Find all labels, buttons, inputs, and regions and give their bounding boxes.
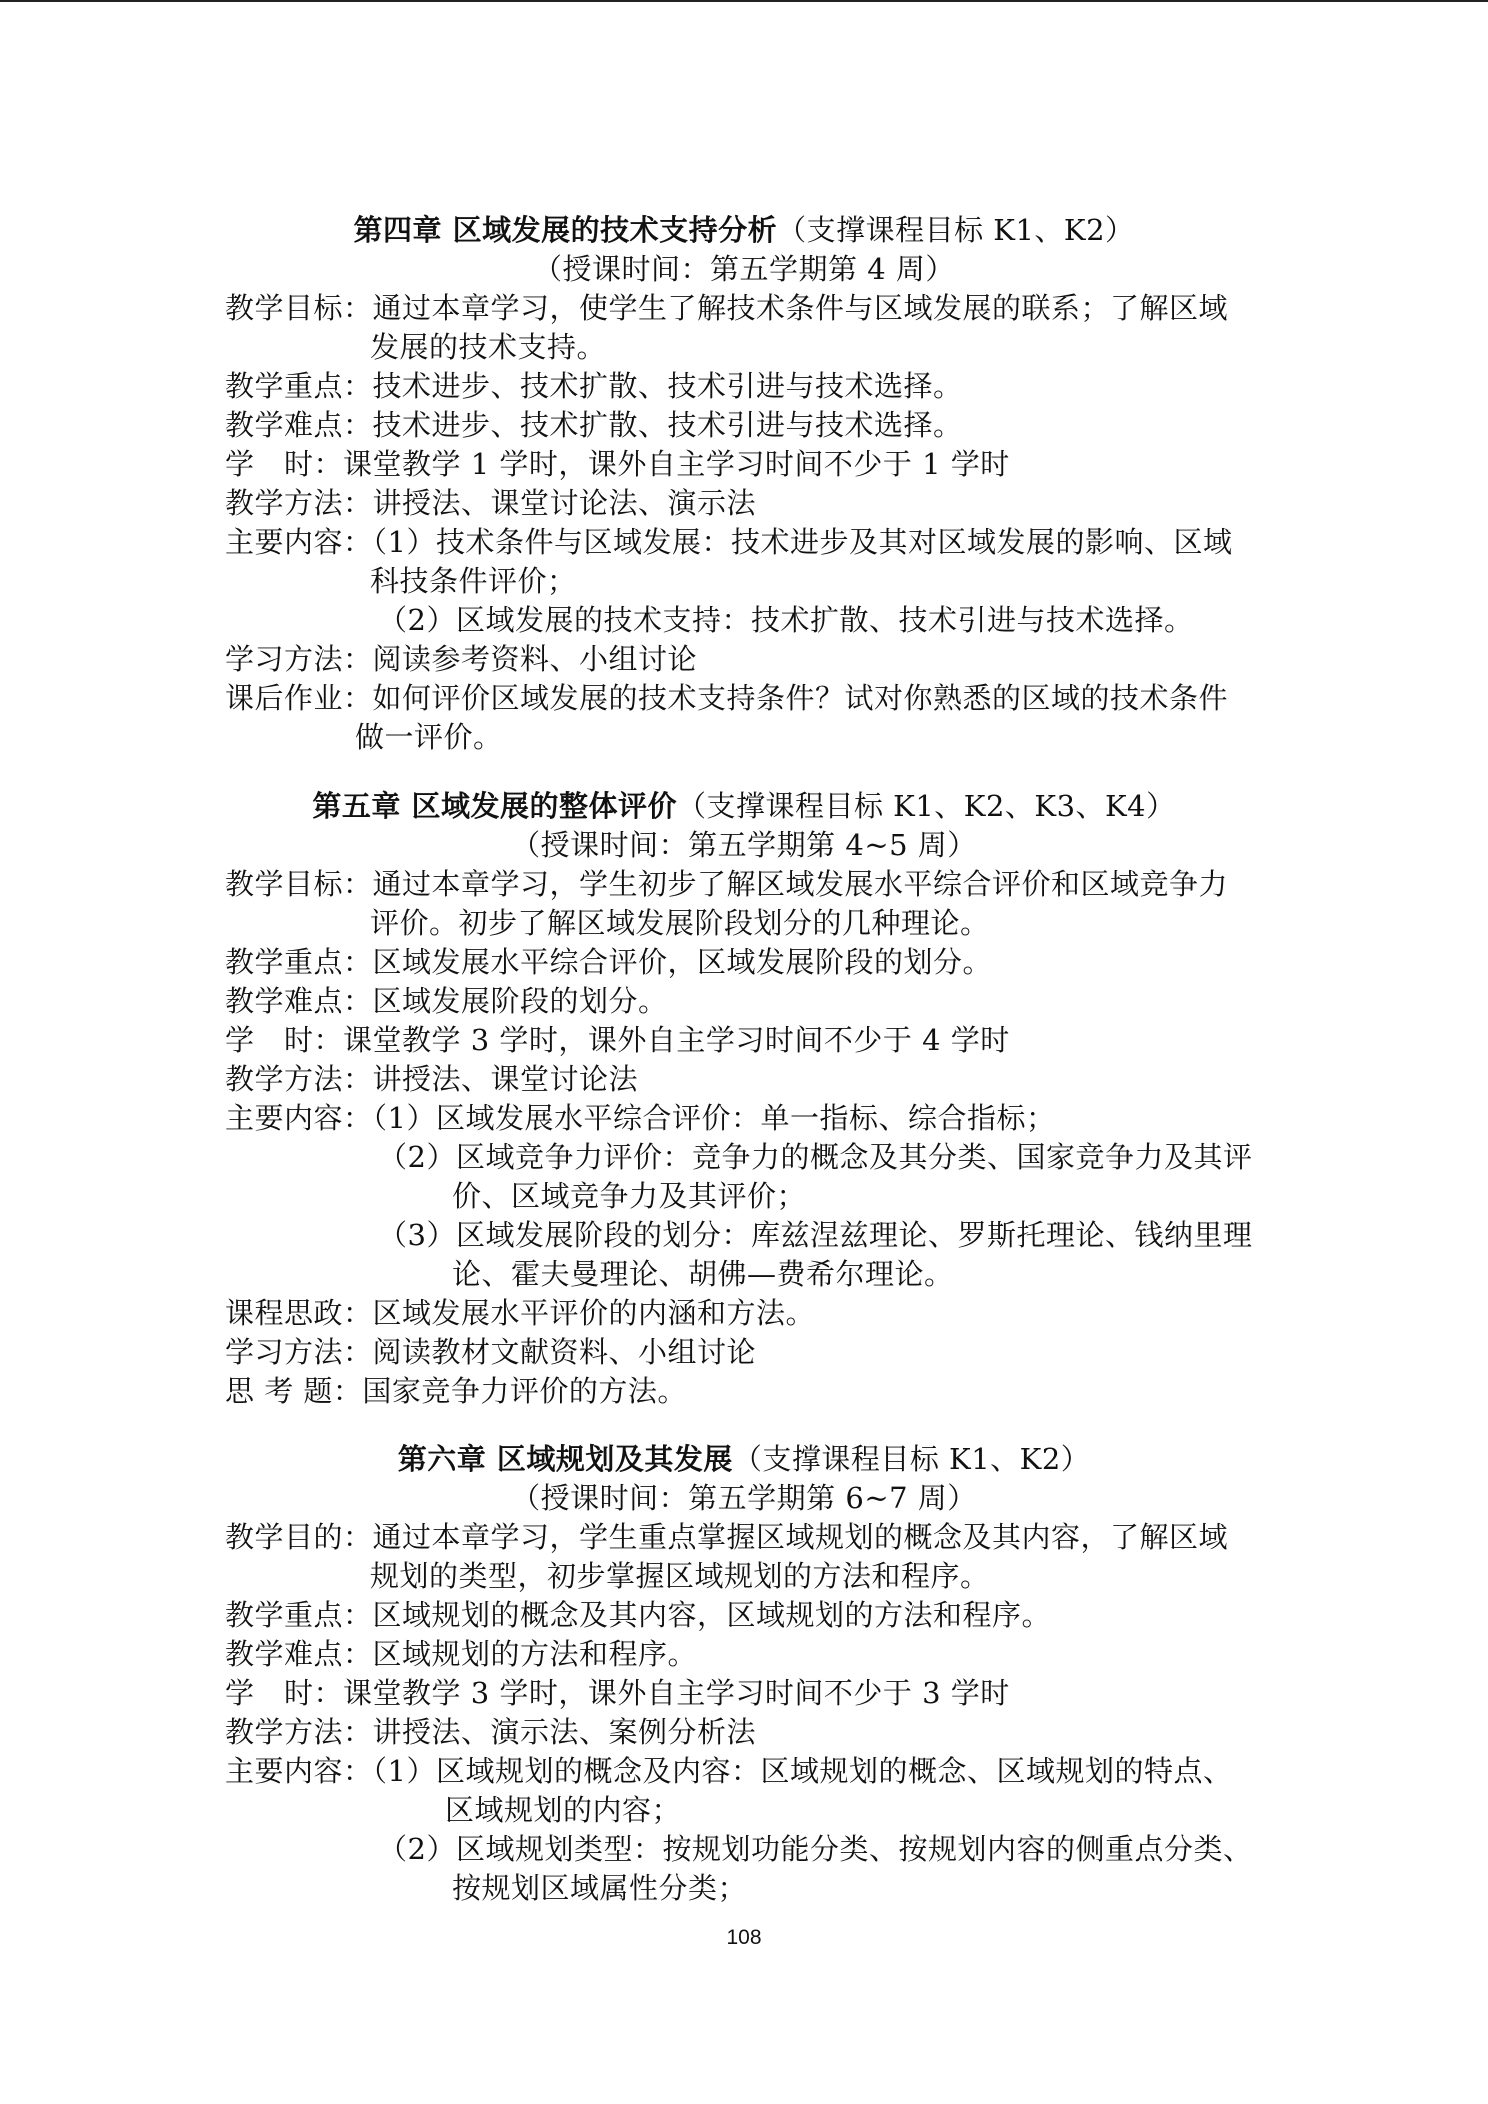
body-line: 发展的技术支持。	[370, 330, 607, 364]
body-line: 价、区域竞争力及其评价；	[452, 1179, 807, 1213]
chapter-title: 第六章 区域规划及其发展	[397, 1442, 733, 1476]
body-line: 教学重点：区域规划的概念及其内容，区域规划的方法和程序。	[225, 1598, 1052, 1632]
body-line: 教学难点：区域发展阶段的划分。	[225, 984, 668, 1018]
body-line: 教学方法：讲授法、课堂讨论法、演示法	[225, 486, 757, 520]
body-line: 做一评价。	[355, 720, 503, 754]
body-line: 教学重点：区域发展水平综合评价，区域发展阶段的划分。	[225, 945, 993, 979]
body-line: 教学目的：通过本章学习，学生重点掌握区域规划的概念及其内容，了解区域	[225, 1520, 1229, 1554]
body-line: 学 时：课堂教学 1 学时，课外自主学习时间不少于 1 学时	[225, 447, 1010, 481]
body-line: 课程思政：区域发展水平评价的内涵和方法。	[225, 1296, 816, 1330]
body-line: 论、霍夫曼理论、胡佛—费希尔理论。	[452, 1257, 954, 1291]
body-line: 学 时：课堂教学 3 学时，课外自主学习时间不少于 4 学时	[225, 1023, 1010, 1057]
chapter-time: （授课时间：第五学期第 4~5 周）	[511, 828, 977, 862]
body-line: （3）区域发展阶段的划分：库兹涅兹理论、罗斯托理论、钱纳里理	[378, 1218, 1253, 1252]
body-line: 评价。初步了解区域发展阶段划分的几种理论。	[370, 906, 990, 940]
body-line: 学习方法：阅读参考资料、小组讨论	[225, 642, 698, 676]
body-line: 主要内容：（1）区域规划的概念及内容：区域规划的概念、区域规划的特点、	[225, 1754, 1233, 1788]
body-line: 教学难点：区域规划的方法和程序。	[225, 1637, 698, 1671]
body-line: 教学目标：通过本章学习，学生初步了解区域发展水平综合评价和区域竞争力	[225, 867, 1229, 901]
body-line: 规划的类型，初步掌握区域规划的方法和程序。	[370, 1559, 990, 1593]
body-line: 教学难点：技术进步、技术扩散、技术引进与技术选择。	[225, 408, 963, 442]
body-line: 科技条件评价；	[370, 564, 577, 598]
body-line: 区域规划的内容；	[445, 1793, 682, 1827]
body-line: 按规划区域属性分类；	[452, 1871, 748, 1905]
body-line: 教学重点：技术进步、技术扩散、技术引进与技术选择。	[225, 369, 963, 403]
chapter-heading	[0, 788, 1488, 824]
chapter-time: （授课时间：第五学期第 4 周）	[533, 252, 955, 286]
body-line: 主要内容：（1）区域发展水平综合评价：单一指标、综合指标；	[225, 1101, 1056, 1135]
chapter-support: （支撑课程目标 K1、K2）	[732, 1442, 1091, 1476]
body-line: 学 时：课堂教学 3 学时，课外自主学习时间不少于 3 学时	[225, 1676, 1010, 1710]
chapter-heading	[0, 212, 1488, 248]
body-line: 教学目标：通过本章学习，使学生了解技术条件与区域发展的联系；了解区域	[225, 291, 1229, 325]
chapter-support: （支撑课程目标 K1、K2、K3、K4）	[676, 789, 1176, 823]
body-line: 教学方法：讲授法、演示法、案例分析法	[225, 1715, 757, 1749]
chapter-title: 第五章 区域发展的整体评价	[312, 789, 677, 823]
body-line: 教学方法：讲授法、课堂讨论法	[225, 1062, 639, 1096]
chapter-heading	[0, 1441, 1488, 1477]
chapter-time: （授课时间：第五学期第 6~7 周）	[511, 1481, 977, 1515]
chapter-support: （支撑课程目标 K1、K2）	[777, 213, 1135, 247]
body-line: （2）区域发展的技术支持：技术扩散、技术引进与技术选择。	[378, 603, 1194, 637]
chapter-title: 第四章 区域发展的技术支持分析	[353, 213, 778, 247]
body-line: 课后作业：如何评价区域发展的技术支持条件？试对你熟悉的区域的技术条件	[225, 681, 1229, 715]
page-number: 108	[726, 1926, 762, 1949]
body-line: （2）区域规划类型：按规划功能分类、按规划内容的侧重点分类、	[378, 1832, 1253, 1866]
body-line: 主要内容：（1）技术条件与区域发展：技术进步及其对区域发展的影响、区域	[225, 525, 1233, 559]
body-line: （2）区域竞争力评价：竞争力的概念及其分类、国家竞争力及其评	[378, 1140, 1253, 1174]
body-line: 思 考 题：国家竞争力评价的方法。	[225, 1374, 687, 1408]
body-line: 学习方法：阅读教材文献资料、小组讨论	[225, 1335, 757, 1369]
